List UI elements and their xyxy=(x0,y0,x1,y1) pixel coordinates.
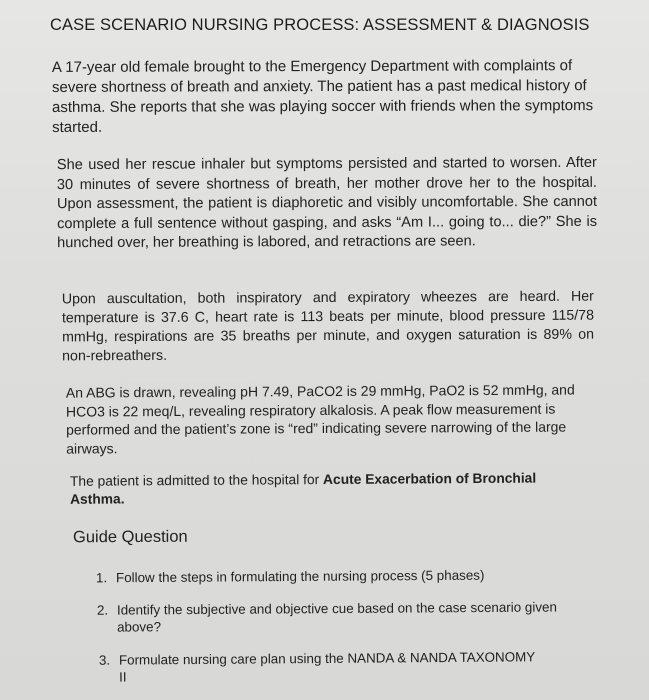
guide-heading: Guide Question xyxy=(72,527,188,547)
paragraph-presentation: A 17-year old female brought to the Emergency Department with complaints of severe shortness of breath and anxiety. The patient has a past medical history of asthma. She reports that she was playing soccer with friends when the symptoms started. xyxy=(51,57,594,136)
guide-question-3 xyxy=(99,649,539,685)
paragraph-admission xyxy=(70,469,590,509)
question-number: 1. xyxy=(95,570,108,586)
document-title: CASE SCENARIO NURSING PROCESS: ASSESSMENT & DIAGNOSIS xyxy=(50,16,590,34)
question-number: 2. xyxy=(96,602,109,618)
question-number: 3. xyxy=(98,652,111,668)
question-text: Follow the steps in formulating the nursing process (5 phases) xyxy=(115,567,485,586)
admission-diagnosis: Acute Exacerbation of Bronchial Asthma. xyxy=(70,470,537,507)
guide-question-1 xyxy=(96,568,485,587)
guide-question-2 xyxy=(97,599,587,635)
question-text: Identify the subjective and objective cue based on the case scenario given above? xyxy=(116,599,557,635)
admission-prefix: The patient is admitted to the hospital for xyxy=(69,472,324,489)
paragraph-assessment: She used her rescue inhaler but symptoms persisted and started to worsen. After 30 minutes of severe shortness of breath, her mother drove her to the hospital. Upon assessment, the patient is diaphoretic and visibly uncomfortable. She cannot complete a full sentence without gasping, and asks “Am I... going to... die?” She is hunched over, her breathing is labored, and retractions are seen. xyxy=(56,154,598,252)
paragraph-vital-signs: Upon auscultation, both inspiratory and expiratory wheezes are heard. Her temperature is 37.6 C, heart rate is 113 beats per minute, blood pressure 115/78 mmHg, respirations are 35 breaths per minute, and oxygen saturation is 89% on non-rebreathers. xyxy=(61,288,595,365)
question-text: Formulate nursing care plan using the NANDA & NANDA TAXONOMY II xyxy=(118,649,536,685)
paragraph-abg-results: An ABG is drawn, revealing pH 7.49, PaCO2 is 29 mmHg, PaO2 is 52 mmHg, and HCO3 is 22 meq/L, revealing respiratory alkalosis. A peak flow measurement is performed and the patient’s zone is “red” indicating severe narrowing of the large airways. xyxy=(65,381,575,457)
